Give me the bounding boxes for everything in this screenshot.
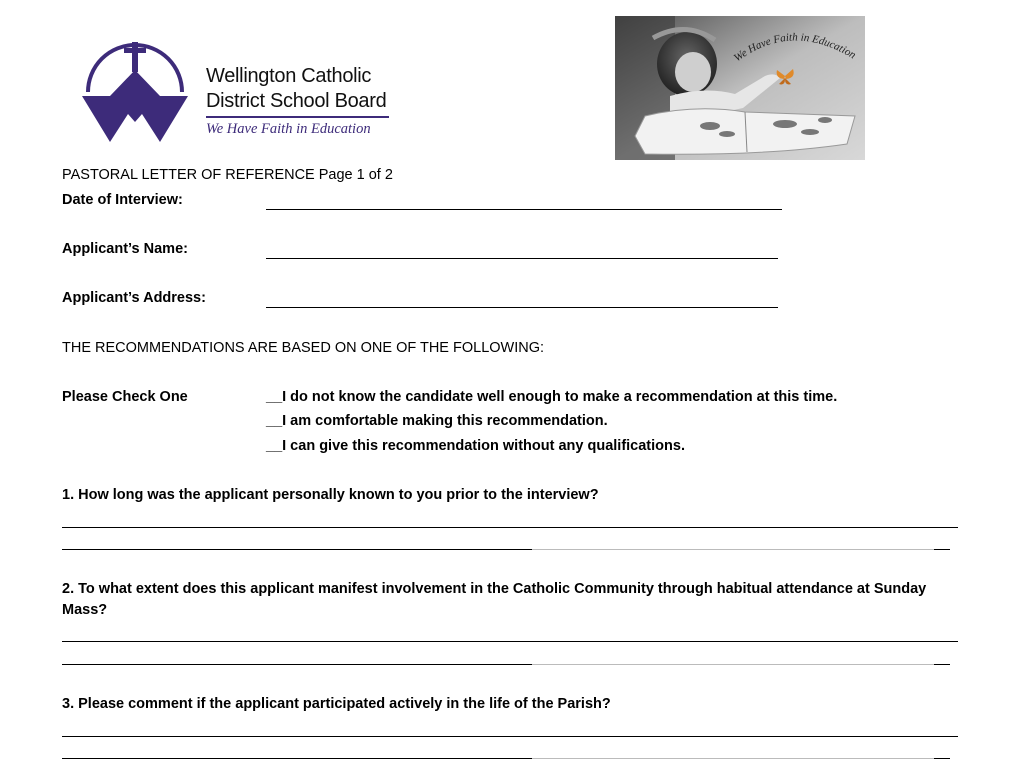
- question-3: 3. Please comment if the applicant participated actively in the life of the Parish?: [62, 696, 611, 712]
- applicant-name-label: Applicant’s Name:: [62, 241, 188, 257]
- answer-2-line-2[interactable]: [62, 664, 532, 665]
- answer-1-line-2[interactable]: [62, 549, 532, 550]
- answer-3-line-2[interactable]: [62, 758, 532, 759]
- answer-2-line-2-end: [934, 664, 950, 665]
- photo-caption: We Have Faith in Education: [731, 31, 858, 65]
- option-comfortable[interactable]: __I am comfortable making this recommendation.: [266, 413, 608, 429]
- applicant-name-field[interactable]: [266, 258, 778, 259]
- recommendation-basis-heading: THE RECOMMENDATIONS ARE BASED ON ONE OF THE FOLLOWING:: [62, 340, 545, 356]
- date-of-interview-label: Date of Interview:: [62, 192, 183, 208]
- child-reading-photo: [615, 16, 865, 160]
- answer-2-line-2-faint: [532, 664, 934, 665]
- question-1: 1. How long was the applicant personally known to you prior to the interview?: [62, 487, 599, 503]
- option-not-well-known[interactable]: __I do not know the candidate well enough to make a recommendation at this time.: [266, 389, 838, 405]
- org-name-line2: District School Board: [206, 90, 387, 112]
- date-of-interview-field[interactable]: [266, 209, 782, 210]
- school-board-logo-icon: [80, 30, 190, 145]
- question-2-continued: Mass?: [62, 602, 108, 618]
- school-board-logo-text: [206, 64, 389, 138]
- answer-1-line-2-end: [934, 549, 950, 550]
- form-title: PASTORAL LETTER OF REFERENCE Page 1 of 2: [62, 167, 393, 183]
- answer-3-line-2-end: [934, 758, 950, 759]
- answer-1-line-1[interactable]: [62, 527, 958, 528]
- applicant-address-label: Applicant’s Address:: [62, 290, 206, 306]
- applicant-address-field[interactable]: [266, 307, 778, 308]
- answer-3-line-2-faint: [532, 758, 934, 759]
- option-no-qualifications[interactable]: __I can give this recommendation without any qualifications.: [266, 438, 685, 454]
- answer-3-line-1[interactable]: [62, 736, 958, 737]
- logo-divider: [206, 116, 389, 118]
- answer-1-line-2-faint: [532, 549, 934, 550]
- check-one-label: Please Check One: [62, 389, 188, 405]
- org-name-line1: Wellington Catholic: [206, 65, 372, 87]
- question-2: 2. To what extent does this applicant manifest involvement in the Catholic Community through habitual attendance at Sunday: [62, 581, 927, 597]
- org-motto: We Have Faith in Education: [206, 121, 371, 137]
- answer-2-line-1[interactable]: [62, 641, 958, 642]
